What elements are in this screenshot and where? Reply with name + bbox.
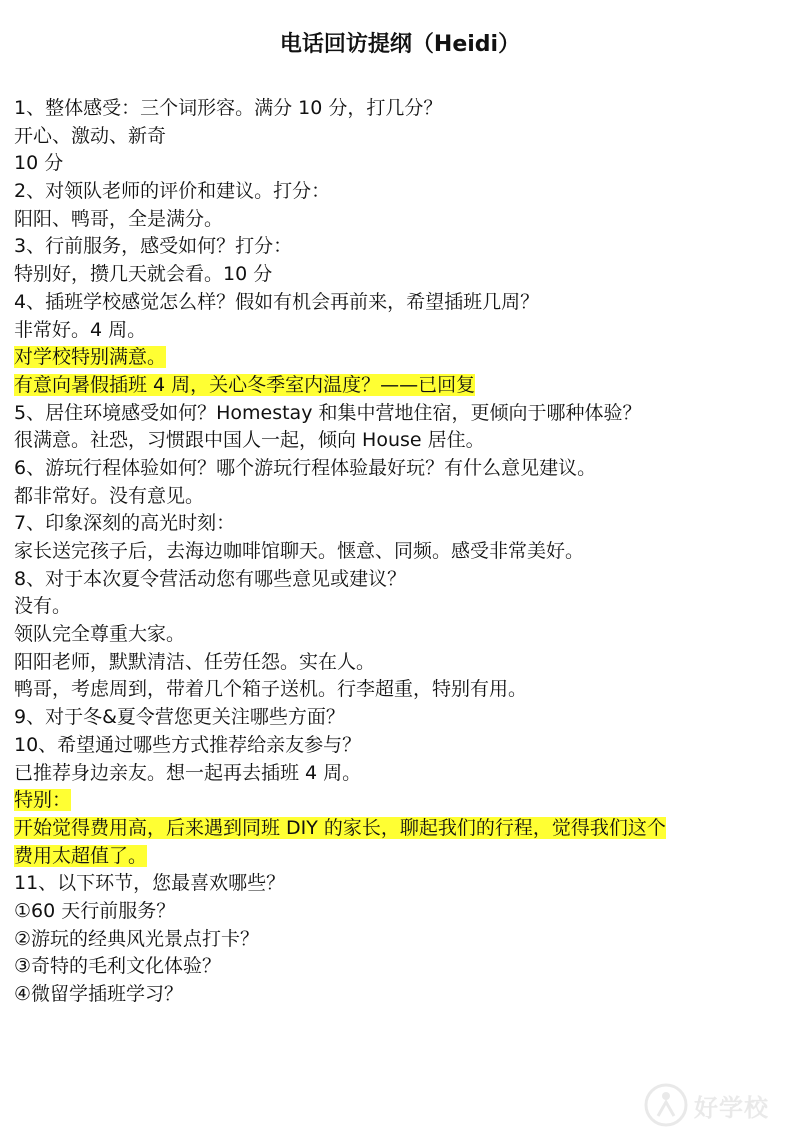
- watermark: [642, 1082, 782, 1128]
- highlighted-line: [14, 372, 786, 400]
- text-line: [14, 206, 786, 234]
- text-line: [14, 233, 786, 261]
- line-text: 10、希望通过哪些方式推荐给亲友参与？: [14, 733, 362, 756]
- line-text: ④微留学插班学习？: [14, 983, 184, 1005]
- document-title: 电话回访提纲（Heidi）: [279, 32, 521, 57]
- text-line: [14, 510, 786, 538]
- line-text: 没有。: [14, 595, 72, 618]
- text-line: [14, 621, 786, 649]
- text-line: [14, 704, 786, 732]
- text-line: [14, 178, 786, 206]
- line-text: 非常好。4 周。: [14, 318, 147, 341]
- line-text: 11、以下环节，您最喜欢哪些？: [14, 872, 286, 895]
- line-text: 特别好，攒几天就会看。10 分: [14, 263, 273, 286]
- line-text: 开始觉得费用高，后来遇到同班 DIY 的家长，聊起我们的行程，觉得我们这个: [14, 816, 666, 839]
- text-line: [14, 898, 786, 926]
- line-text: 阳阳、鸭哥，全是满分。: [14, 207, 224, 230]
- text-line: [14, 317, 786, 345]
- text-line: [14, 95, 786, 123]
- line-text: ②游玩的经典风光景点打卡？: [14, 927, 260, 950]
- line-text: 4、插班学校感觉怎么样？假如有机会再前来，希望插班几周？: [14, 290, 540, 313]
- text-line: [14, 427, 786, 455]
- text-line: [14, 289, 786, 317]
- watermark-text: 好学校: [694, 1094, 769, 1122]
- highlighted-line: [14, 344, 786, 372]
- line-text: 5、居住环境感受如何？Homestay 和集中营地住宿，更倾向于哪种体验？: [14, 401, 642, 424]
- text-line: [14, 870, 786, 898]
- document-body: [14, 95, 786, 1009]
- text-line: [14, 400, 786, 428]
- line-text: 阳阳老师，默默清洁、任劳任怨。实在人。: [14, 650, 376, 673]
- line-text: 6、游玩行程体验如何？哪个游玩行程体验最好玩？有什么意见建议。: [14, 456, 597, 479]
- line-text: 开心、激动、新奇: [14, 124, 167, 147]
- line-text: 3、行前服务，感受如何？打分：: [14, 235, 293, 258]
- text-line: [14, 566, 786, 594]
- text-line: [14, 732, 786, 760]
- line-text: ①60 天行前服务？: [14, 899, 176, 922]
- line-text: 2、对领队老师的评价和建议。打分：: [14, 180, 331, 203]
- text-line: [14, 483, 786, 511]
- line-text: 鸭哥，考虑周到，带着几个箱子送机。行李超重，特别有用。: [14, 678, 528, 701]
- line-text: 10 分: [14, 152, 64, 175]
- highlighted-line: [14, 787, 786, 815]
- line-text: 9、对于冬&夏令营您更关注哪些方面？: [14, 706, 345, 729]
- line-text: 已推荐身边亲友。想一起再去插班 4 周。: [14, 761, 362, 784]
- highlighted-line: [14, 843, 786, 871]
- text-line: [14, 538, 786, 566]
- text-line: [14, 953, 786, 981]
- line-text: 费用太超值了。: [14, 844, 148, 867]
- text-line: [14, 150, 786, 178]
- line-text: 很满意。社恐，习惯跟中国人一起，倾向 House 居住。: [14, 429, 485, 452]
- text-line: [14, 676, 786, 704]
- line-text: 特别：: [14, 789, 72, 812]
- text-line: [14, 261, 786, 289]
- text-line: [14, 593, 786, 621]
- text-line: [14, 649, 786, 677]
- text-line: [14, 981, 786, 1009]
- line-text: 7、印象深刻的高光时刻：: [14, 512, 236, 535]
- text-line: [14, 926, 786, 954]
- person-logo-icon: [642, 1082, 690, 1128]
- line-text: 对学校特别满意。: [14, 346, 167, 369]
- highlighted-line: [14, 815, 786, 843]
- line-text: 领队完全尊重大家。: [14, 623, 186, 646]
- text-line: [14, 123, 786, 151]
- line-text: 8、对于本次夏令营活动您有哪些意见或建议？: [14, 567, 407, 590]
- line-text: 有意向暑假插班 4 周，关心冬季室内温度？——已回复: [14, 373, 476, 396]
- text-line: [14, 760, 786, 788]
- line-text: 1、整体感受：三个词形容。满分 10 分，打几分？: [14, 97, 443, 119]
- line-text: ③奇特的毛利文化体验？: [14, 955, 222, 978]
- line-text: 家长送完孩子后，去海边咖啡馆聊天。惬意、同频。感受非常美好。: [14, 540, 585, 562]
- line-text: 都非常好。没有意见。: [14, 484, 205, 507]
- text-line: [14, 455, 786, 483]
